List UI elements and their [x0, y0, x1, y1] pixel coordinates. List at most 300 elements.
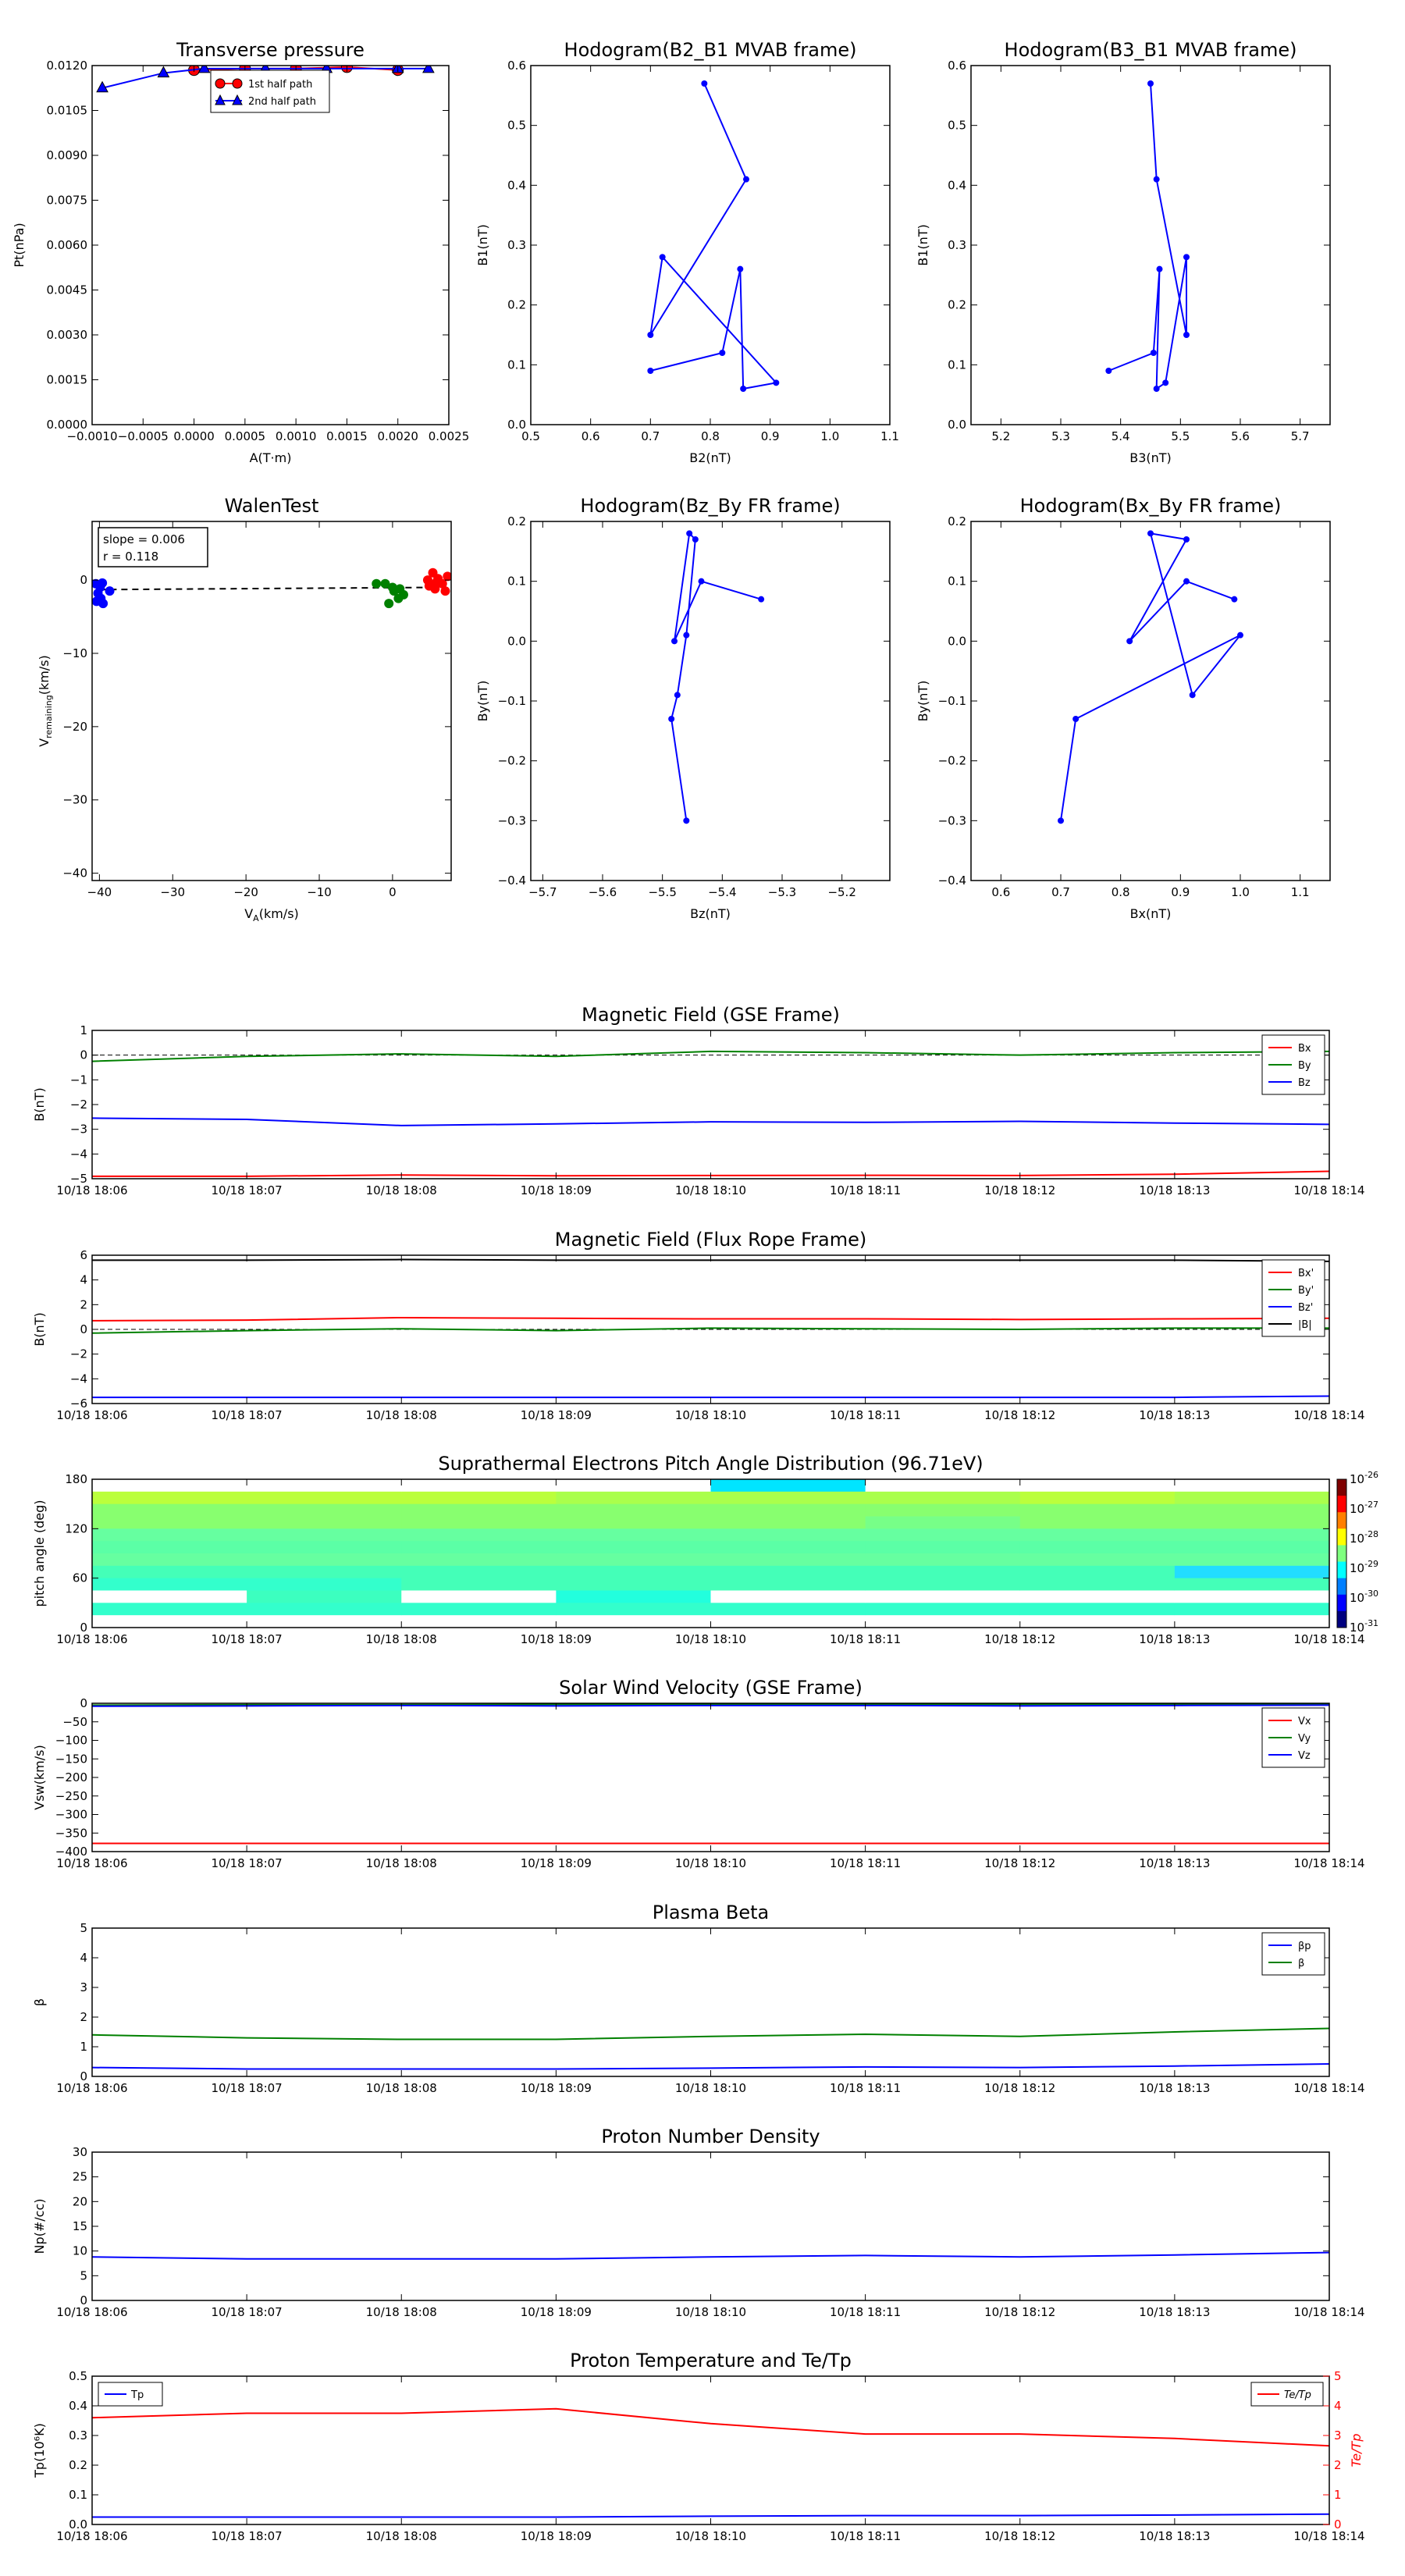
heatmap-cell	[711, 1528, 866, 1541]
colorbar-segment	[1337, 1545, 1346, 1562]
x-tick-label: −5.5	[648, 885, 677, 899]
heatmap-cell	[1175, 1603, 1330, 1615]
y-tick-label: 0.6	[948, 59, 966, 73]
y-tick-label: 0	[80, 573, 87, 588]
y-tick-label: 0	[80, 1696, 87, 1710]
data-point	[423, 62, 434, 73]
heatmap-cell	[711, 1553, 866, 1566]
x-tick-label: 10/18 18:11	[830, 2529, 902, 2543]
colorbar-tick-exponent: -31	[1364, 1618, 1379, 1628]
legend-label: |B|	[1298, 1319, 1312, 1331]
y2-tick-label: 3	[1334, 2428, 1342, 2443]
y-tick-label: 10	[72, 2243, 87, 2258]
x-tick-label: 10/18 18:13	[1139, 1408, 1211, 1422]
heatmap-cell	[711, 1603, 866, 1615]
heatmap-cell	[711, 1541, 866, 1553]
heatmap-cell	[401, 1492, 557, 1504]
panel-title: Magnetic Field (GSE Frame)	[582, 1004, 840, 1026]
heatmap-cell	[401, 1615, 557, 1628]
data-point	[647, 368, 653, 374]
data-point	[1183, 536, 1190, 543]
plot-area	[92, 2028, 1329, 2069]
x-tick-label: 10/18 18:08	[365, 1632, 437, 1646]
x-tick-label: 0.9	[760, 429, 780, 443]
annotation-text: slope = 0.006	[103, 532, 185, 546]
y-tick-label: 0	[80, 1322, 87, 1336]
x-tick-label: −5.7	[528, 885, 557, 899]
x-tick-label: 10/18 18:14	[1293, 1408, 1365, 1422]
x-tick-label: 10/18 18:09	[520, 2081, 592, 2095]
plot-area	[92, 2253, 1329, 2259]
plot-area	[92, 1704, 1329, 1844]
colorbar-tick-exponent: -26	[1364, 1470, 1379, 1480]
y-tick-label: −4	[69, 1147, 87, 1162]
y-tick-label: −2	[69, 1098, 87, 1112]
data-point	[743, 176, 749, 183]
legend-marker	[233, 79, 242, 88]
panel-title: Plasma Beta	[652, 1902, 770, 1923]
data-point	[1162, 379, 1168, 386]
heatmap-cell	[92, 1578, 247, 1591]
heatmap-cell	[247, 1504, 402, 1517]
y-tick-label: −200	[55, 1770, 87, 1784]
x-tick-label: 10/18 18:07	[211, 2305, 283, 2319]
y-axis-label: B1(nT)	[475, 224, 490, 266]
x-tick-label: −5.3	[767, 885, 797, 899]
heatmap-cell	[401, 1603, 557, 1615]
heatmap-cell	[1175, 1528, 1330, 1541]
y-axis-label: Vsw(km/s)	[32, 1745, 47, 1810]
heatmap-cell	[711, 1591, 866, 1603]
colorbar-segment	[1337, 1595, 1346, 1612]
x-tick-label: 10/18 18:08	[365, 2305, 437, 2319]
series-line-Tp	[92, 2514, 1329, 2517]
y-tick-label: −20	[62, 719, 87, 734]
plot-area	[647, 80, 779, 392]
heatmap-cell	[247, 1517, 402, 1529]
x-axis-label: A(T·m)	[249, 450, 292, 465]
x-axis-label-unit: (km/s)	[258, 906, 299, 921]
legend-label: Bz	[1298, 1077, 1311, 1089]
data-point	[686, 530, 692, 536]
x-tick-label: 10/18 18:11	[830, 2081, 902, 2095]
y-tick-label: 25	[72, 2169, 87, 2184]
y-tick-label: 2	[80, 2010, 87, 2024]
data-point	[773, 379, 779, 386]
y-tick-label: 6	[80, 1248, 87, 1262]
heatmap-cell	[1175, 1479, 1330, 1492]
panel-title: Hodogram(B2_B1 MVAB frame)	[564, 39, 857, 61]
data-point	[1058, 817, 1064, 824]
panel-title: Suprathermal Electrons Pitch Angle Distribution (96.71eV)	[438, 1453, 984, 1475]
heatmap-cell	[556, 1603, 711, 1615]
heatmap-cell	[1175, 1492, 1330, 1504]
colorbar-tick-exponent: -28	[1364, 1529, 1379, 1539]
heatmap-cell	[1020, 1479, 1176, 1492]
heatmap-cell	[1020, 1541, 1176, 1553]
x-tick-label: 10/18 18:09	[520, 1408, 592, 1422]
colorbar-tick-label: $10^{-28}$	[1350, 1529, 1379, 1546]
y-tick-label: 1	[80, 2040, 87, 2054]
x-tick-label: 10/18 18:13	[1139, 1183, 1211, 1197]
panel-title: Hodogram(Bz_By FR frame)	[580, 495, 841, 517]
heatmap-cell	[866, 1553, 1021, 1566]
heatmap-cell	[866, 1528, 1021, 1541]
panel-title: Hodogram(B3_B1 MVAB frame)	[1004, 39, 1297, 61]
heatmap-cell	[556, 1591, 711, 1603]
heatmap-cell	[556, 1578, 711, 1591]
y2-tick-label: 4	[1334, 2399, 1342, 2413]
heatmap-cell	[247, 1553, 402, 1566]
heatmap-cell	[866, 1479, 1021, 1492]
y-tick-label: 0.4	[948, 178, 966, 193]
colorbar-tick-label: $10^{-29}$	[1350, 1559, 1379, 1575]
heatmap-cell	[92, 1591, 247, 1603]
x-tick-label: 0.0020	[377, 429, 418, 443]
heatmap-cell	[401, 1541, 557, 1553]
y-tick-label: 0.0	[948, 418, 966, 432]
colorbar-tick-exponent: -30	[1364, 1589, 1379, 1599]
y-tick-label: 0.3	[69, 2428, 87, 2443]
data-point	[440, 586, 450, 596]
x-tick-label: 10/18 18:14	[1293, 1183, 1365, 1197]
data-point	[95, 582, 105, 592]
data-point	[674, 692, 681, 698]
x-tick-label: 10/18 18:07	[211, 1408, 283, 1422]
heatmap-cell	[1175, 1504, 1330, 1517]
x-tick-label: 10/18 18:11	[830, 1632, 902, 1646]
colorbar-tick-label: $10^{-31}$	[1350, 1618, 1379, 1635]
x-tick-label: 10/18 18:12	[984, 1183, 1056, 1197]
heatmap-cell	[1175, 1566, 1330, 1578]
x-tick-label: 0.0000	[173, 429, 215, 443]
y-tick-label: 0.1	[507, 358, 526, 372]
y-tick-label: −10	[62, 646, 87, 660]
heatmap-cell	[92, 1566, 247, 1578]
heatmap-cell	[92, 1528, 247, 1541]
series-line-βp	[92, 2064, 1329, 2069]
colorbar-tick-exponent: -29	[1364, 1559, 1379, 1569]
x-tick-label: 10/18 18:08	[365, 1856, 437, 1870]
y-tick-label: −0.4	[497, 873, 526, 888]
data-point	[92, 596, 101, 606]
plot-area	[92, 1479, 1330, 1628]
panel-mffr	[32, 1229, 1365, 1422]
y-tick-label: 20	[72, 2194, 87, 2209]
y-tick-label: −0.2	[497, 753, 526, 768]
y-axis-label: B1(nT)	[916, 224, 930, 266]
y-tick-label: 0.6	[507, 59, 526, 73]
panel-h1	[475, 39, 899, 465]
colorbar-tick-label: $10^{-30}$	[1350, 1589, 1379, 1605]
plot-area	[92, 2409, 1329, 2517]
panel-walen	[37, 495, 452, 923]
heatmap-cell	[247, 1528, 402, 1541]
y-tick-label: 0.2	[507, 514, 526, 528]
heatmap-cell	[556, 1528, 711, 1541]
data-point	[1072, 716, 1079, 722]
y-tick-label: 15	[72, 2219, 87, 2233]
y-tick-label: −250	[55, 1788, 87, 1803]
x-tick-label: 10/18 18:07	[211, 2081, 283, 2095]
heatmap-cell	[866, 1504, 1021, 1517]
legend-label: Tp	[131, 2389, 144, 2401]
panel-h3	[475, 495, 890, 921]
axes-frame	[92, 1703, 1329, 1852]
heatmap-cell	[556, 1553, 711, 1566]
data-point	[384, 599, 393, 608]
plot-area	[92, 1051, 1329, 1176]
x-tick-label: 10/18 18:06	[56, 2529, 128, 2543]
data-point	[1183, 332, 1190, 338]
colorbar-segment	[1337, 1496, 1346, 1513]
x-tick-label: 10/18 18:14	[1293, 2529, 1365, 2543]
y-tick-label: 180	[65, 1472, 87, 1486]
y-tick-label: −0.3	[497, 813, 526, 828]
x-tick-label: 10/18 18:10	[674, 2081, 747, 2095]
axes-frame	[92, 66, 449, 425]
x-tick-label: 0.0010	[275, 429, 317, 443]
y-tick-label: 30	[72, 2145, 87, 2159]
series-line-Bz	[92, 1118, 1329, 1126]
x-tick-label: 0.8	[1111, 885, 1130, 899]
x-tick-label: 1.1	[1290, 885, 1310, 899]
panel-title: Transverse pressure	[176, 39, 365, 61]
heatmap-cell	[401, 1553, 557, 1566]
data-point	[660, 254, 666, 260]
y-tick-label: 0.1	[948, 574, 966, 589]
x-tick-label: −5.2	[827, 885, 856, 899]
y-tick-label: −0.2	[937, 753, 966, 768]
legend-box	[1262, 1933, 1325, 1975]
panel-title: WalenTest	[224, 495, 319, 517]
series-line-By'	[92, 1328, 1329, 1332]
data-point	[647, 332, 653, 338]
y-tick-label: 4	[80, 1951, 87, 1965]
colorbar-tick-label: $10^{-27}$	[1350, 1500, 1379, 1516]
x-tick-label: 10/18 18:13	[1139, 1856, 1211, 1870]
x-tick-label: 10/18 18:12	[984, 2081, 1056, 2095]
y-tick-label: 0.0	[507, 418, 526, 432]
heatmap-cell	[866, 1492, 1021, 1504]
colorbar-segment	[1337, 1528, 1346, 1546]
x-tick-label: 10/18 18:11	[830, 2305, 902, 2319]
heatmap-cell	[711, 1479, 866, 1492]
y-tick-label: −300	[55, 1807, 87, 1822]
colorbar-segment	[1337, 1578, 1346, 1596]
x-tick-label: 10/18 18:12	[984, 1856, 1056, 1870]
x-tick-label: 10/18 18:06	[56, 1632, 128, 1646]
data-point	[395, 584, 404, 593]
y-tick-label: 0.0000	[46, 418, 87, 432]
heatmap-cell	[401, 1479, 557, 1492]
y-axis-label-unit: (km/s)	[37, 655, 52, 696]
y-tick-label: −50	[62, 1714, 87, 1729]
y-tick-label: −0.4	[937, 873, 966, 888]
y-tick-label: −0.1	[497, 694, 526, 708]
y-axis-label: By(nT)	[916, 680, 930, 722]
heatmap-cell	[711, 1517, 866, 1529]
heatmap-cell	[1175, 1517, 1330, 1529]
panel-title: Hodogram(Bx_By FR frame)	[1019, 495, 1282, 517]
heatmap-cell	[401, 1528, 557, 1541]
x-tick-label: 10/18 18:10	[674, 1632, 747, 1646]
y-tick-label: 0.0	[948, 634, 966, 649]
x-tick-label: 0.0025	[428, 429, 470, 443]
y-tick-label: 0.0045	[46, 283, 87, 297]
data-point	[1126, 638, 1133, 644]
data-point	[701, 80, 707, 87]
legend-label: Vx	[1298, 1716, 1311, 1727]
heatmap-cell	[711, 1615, 866, 1628]
y-axis-label: B(nT)	[32, 1312, 47, 1347]
x-tick-label: 10/18 18:07	[211, 1632, 283, 1646]
heatmap-cell	[247, 1603, 402, 1615]
heatmap-cell	[247, 1492, 402, 1504]
heatmap-cell	[1020, 1615, 1176, 1628]
panel-vsw	[32, 1677, 1365, 1870]
panel-mfgse	[32, 1004, 1365, 1197]
heatmap-cell	[1020, 1528, 1176, 1541]
x-tick-label: 0.0005	[224, 429, 266, 443]
data-point	[1183, 578, 1190, 585]
panel-beta	[32, 1902, 1365, 2095]
x-tick-label: 10/18 18:14	[1293, 1856, 1365, 1870]
x-tick-label: 10/18 18:12	[984, 1632, 1056, 1646]
panel-title: Magnetic Field (Flux Rope Frame)	[554, 1229, 867, 1251]
y-axis-label: Np(#/cc)	[32, 2198, 47, 2254]
axes-frame	[92, 2376, 1329, 2524]
colorbar-segment	[1337, 1479, 1346, 1496]
x-tick-label: 10/18 18:14	[1293, 2081, 1365, 2095]
heatmap-cell	[556, 1504, 711, 1517]
y2-tick-label: 1	[1334, 2488, 1342, 2502]
y-tick-label: 0	[80, 2069, 87, 2083]
x-tick-label: −10	[307, 885, 332, 899]
x-tick-label: 1.1	[880, 429, 899, 443]
x-tick-label: 10/18 18:11	[830, 1408, 902, 1422]
y-tick-label: 120	[65, 1521, 87, 1536]
x-tick-label: −30	[160, 885, 186, 899]
y-axis-label: B(nT)	[32, 1087, 47, 1122]
y-tick-label: −0.3	[937, 813, 966, 828]
x-tick-label: 10/18 18:09	[520, 2305, 592, 2319]
y-tick-label: 5	[80, 1921, 87, 1935]
x-tick-label: 5.5	[1171, 429, 1190, 443]
x-tick-label: 10/18 18:06	[56, 1183, 128, 1197]
heatmap-cell	[92, 1517, 247, 1529]
data-point	[683, 632, 689, 639]
y-tick-label: 60	[72, 1571, 87, 1585]
data-point	[758, 596, 764, 603]
heatmap-cell	[711, 1504, 866, 1517]
panel-pad	[32, 1453, 1378, 1646]
axes-frame	[971, 66, 1330, 425]
data-point	[1237, 632, 1243, 639]
data-point	[668, 716, 674, 722]
legend-label: Bz'	[1298, 1302, 1314, 1314]
annotation-text: r = 0.118	[103, 550, 159, 564]
x-tick-label: 0.9	[1171, 885, 1190, 899]
y-tick-label: 0.0015	[46, 372, 87, 387]
data-point	[1151, 350, 1157, 356]
y-axis-label: Pt(nPa)	[12, 222, 27, 268]
series-line-β	[92, 2028, 1329, 2039]
legend-label: Vy	[1298, 1733, 1311, 1745]
y-tick-label: 4	[80, 1272, 87, 1287]
data-point	[430, 584, 439, 593]
y-tick-label: 3	[80, 1980, 87, 1994]
x-tick-label: 10/18 18:13	[1139, 2081, 1211, 2095]
x-tick-label: 5.4	[1111, 429, 1130, 443]
x-tick-label: 10/18 18:08	[365, 1183, 437, 1197]
heatmap-cell	[1020, 1492, 1176, 1504]
heatmap-cell	[247, 1566, 402, 1578]
axes-frame	[531, 66, 890, 425]
panel-h4	[916, 495, 1330, 921]
x-tick-label: 10/18 18:06	[56, 2305, 128, 2319]
x-tick-label: 10/18 18:09	[520, 2529, 592, 2543]
y-tick-label: 0.0120	[46, 59, 87, 73]
x-tick-label: 10/18 18:08	[365, 2529, 437, 2543]
y-tick-label: −100	[55, 1733, 87, 1748]
y-tick-label: 0.0075	[46, 193, 87, 208]
y-tick-label: 2	[80, 1297, 87, 1312]
plot-area	[91, 568, 453, 608]
data-point	[199, 62, 210, 73]
colorbar-segment	[1337, 1611, 1346, 1628]
y-tick-label: 0.4	[69, 2399, 87, 2413]
heatmap-cell	[247, 1479, 402, 1492]
series-line-Bz'	[92, 1397, 1329, 1398]
heatmap-cell	[866, 1578, 1021, 1591]
y-tick-label: 0.5	[69, 2369, 87, 2383]
legend-label: Te/Tp	[1284, 2389, 1311, 2401]
x-axis-label: B3(nT)	[1129, 450, 1172, 465]
heatmap-cell	[556, 1615, 711, 1628]
y-tick-label: 0.1	[948, 358, 966, 372]
y-tick-label: −5	[69, 1172, 87, 1186]
y-tick-label: 5	[80, 2268, 87, 2283]
x-axis-label: B2(nT)	[689, 450, 731, 465]
x-tick-label: 10/18 18:06	[56, 2081, 128, 2095]
x-tick-label: −40	[87, 885, 112, 899]
heatmap-cell	[711, 1566, 866, 1578]
heatmap-cell	[556, 1541, 711, 1553]
y-tick-label: 0.0060	[46, 238, 87, 252]
heatmap-cell	[92, 1615, 247, 1628]
heatmap-cell	[1175, 1591, 1330, 1603]
plot-area	[92, 1260, 1329, 1398]
colorbar-segment	[1337, 1562, 1346, 1579]
heatmap-cell	[1175, 1615, 1330, 1628]
series-line-By	[92, 1051, 1329, 1062]
colorbar-tick-label: $10^{-26}$	[1350, 1470, 1379, 1486]
heatmap-cell	[711, 1492, 866, 1504]
x-axis-label: Bx(nT)	[1129, 906, 1172, 921]
axes-frame	[92, 2152, 1329, 2300]
heatmap-cell	[866, 1517, 1021, 1529]
heatmap-cell	[556, 1517, 711, 1529]
heatmap-cell	[866, 1603, 1021, 1615]
heatmap-cell	[1020, 1591, 1176, 1603]
heatmap-cell	[1020, 1603, 1176, 1615]
heatmap-cell	[401, 1578, 557, 1591]
legend-label: 1st half path	[248, 79, 313, 91]
data-point	[1183, 254, 1190, 260]
heatmap-cell	[247, 1541, 402, 1553]
panel-h2	[916, 39, 1330, 465]
